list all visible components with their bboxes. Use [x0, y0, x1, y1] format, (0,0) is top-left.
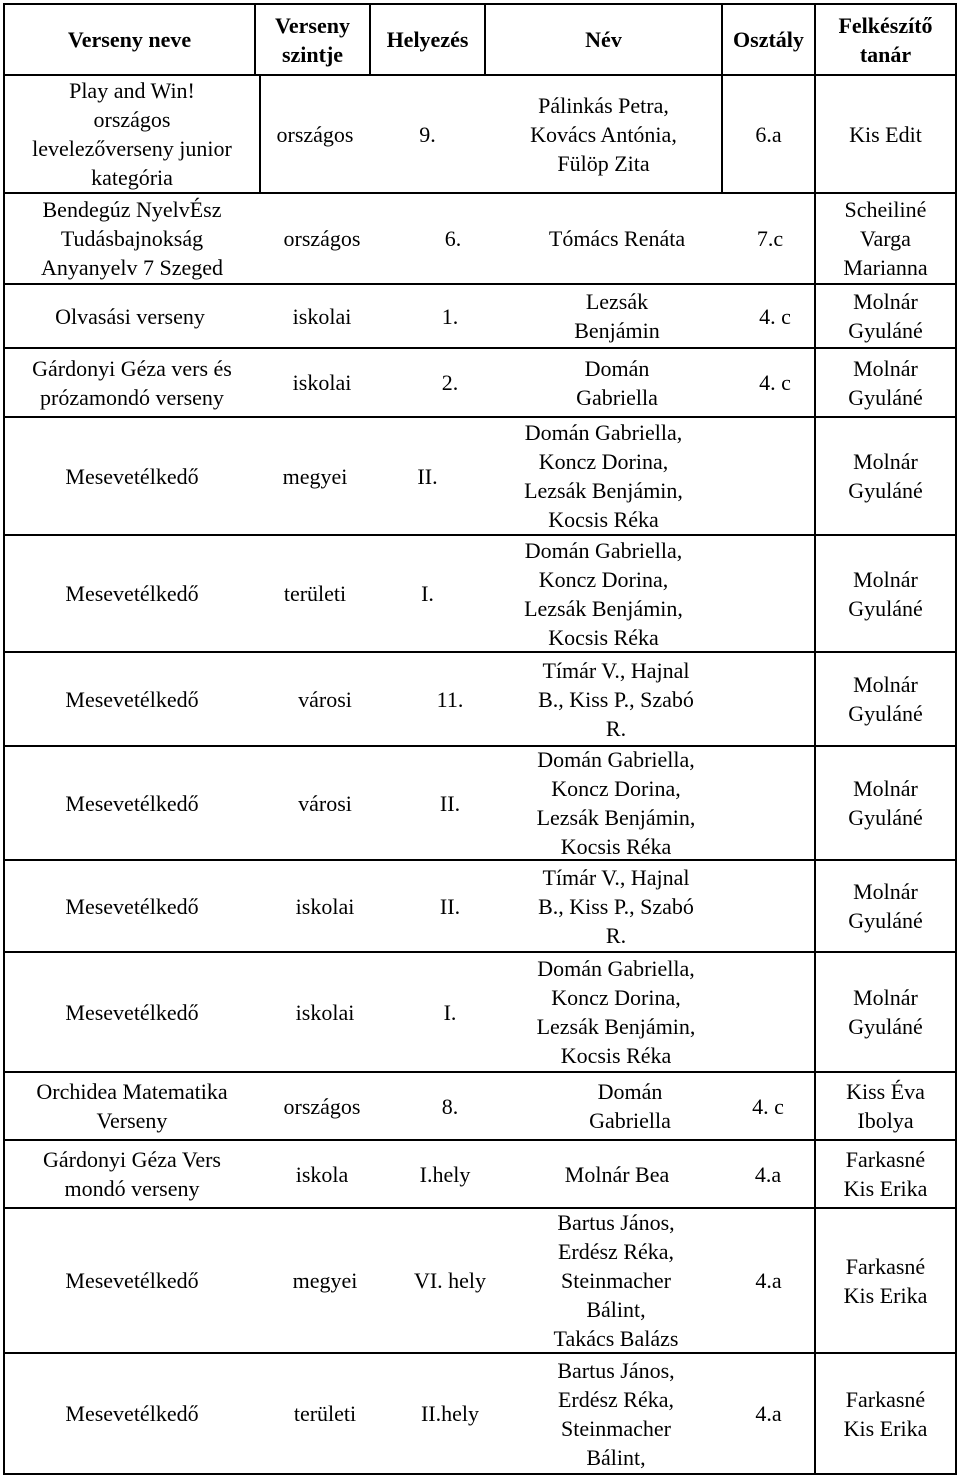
table-cell-class: 4.a — [754, 1161, 782, 1187]
table-cell-student-names: Bartus János, Erdész Réka, Steinmacher Bálint, Takács Balázs — [553, 1210, 679, 1351]
table-border-horizontal — [3, 1473, 957, 1475]
table-border-vertical — [814, 4, 816, 75]
table-cell-placement: I. — [421, 581, 434, 606]
table-border-horizontal — [3, 283, 957, 285]
table-border-vertical — [955, 1208, 957, 1353]
table-cell-student-names: Bartus János, Erdész Réka, Steinmacher Bálint, — [557, 1357, 675, 1470]
table-border-vertical — [955, 75, 957, 193]
table-cell-teacher: Scheiliné Varga Marianna — [843, 197, 928, 280]
table-border-vertical — [814, 860, 816, 952]
header-competition-level: Verseny szintje — [275, 12, 350, 67]
table-cell-competition-name: Mesevetélkedő — [65, 686, 199, 712]
table-border-horizontal — [3, 651, 957, 653]
table-cell-teacher: Farkasné Kis Erika — [843, 1253, 928, 1308]
table-cell-student-names: Domán Gabriella — [576, 355, 658, 410]
table-cell-placement: II. — [439, 893, 461, 919]
table-cell-teacher: Kis Edit — [849, 121, 922, 147]
table-border-horizontal — [3, 745, 957, 747]
table-border-vertical — [814, 1353, 816, 1474]
table-border-vertical — [369, 4, 371, 75]
table-cell-competition-level: országos — [283, 226, 361, 251]
table-border-vertical — [3, 4, 5, 75]
table-cell-teacher: Molnár Gyuláné — [848, 289, 923, 343]
table-cell-student-names: Lezsák Benjámin — [574, 289, 660, 343]
table-cell-competition-name: Olvasási verseny — [55, 303, 205, 329]
table-cell-competition-level: országos — [283, 1093, 361, 1119]
table-border-vertical — [955, 284, 957, 348]
table-cell-placement: 6. — [444, 226, 462, 251]
table-border-vertical — [3, 1072, 5, 1140]
table-border-vertical — [955, 1353, 957, 1474]
table-border-vertical — [814, 1208, 816, 1353]
table-cell-class: 4. c — [759, 370, 791, 395]
table-cell-competition-name: Mesevetélkedő — [65, 463, 199, 489]
table-border-vertical — [955, 1072, 957, 1140]
table-cell-competition-level: városi — [298, 686, 352, 712]
table-border-horizontal — [3, 1352, 957, 1354]
table-cell-placement: VI. hely — [413, 1268, 487, 1293]
table-cell-class: 4. c — [752, 1093, 784, 1119]
table-cell-competition-level: iskolai — [295, 893, 355, 919]
table-border-vertical — [955, 952, 957, 1072]
table-cell-competition-level: iskola — [295, 1161, 349, 1187]
table-cell-placement: II. — [439, 790, 461, 816]
table-border-vertical — [955, 193, 957, 284]
table-cell-competition-level: országos — [276, 121, 354, 147]
table-cell-competition-name: Gárdonyi Géza Vers mondó verseny — [43, 1147, 221, 1201]
table-border-vertical — [721, 75, 723, 193]
table-cell-competition-name: Mesevetélkedő — [65, 893, 199, 919]
table-cell-placement: I.hely — [419, 1161, 471, 1187]
table-border-vertical — [814, 284, 816, 348]
table-cell-teacher: Molnár Gyuláné — [848, 985, 923, 1039]
table-cell-competition-level: iskolai — [292, 303, 352, 329]
table-cell-class: 4.a — [755, 1401, 782, 1426]
table-cell-competition-name: Gárdonyi Géza vers és prózamondó verseny — [32, 355, 232, 410]
table-cell-student-names: Tímár V., Hajnal B., Kiss P., Szabó R. — [538, 864, 694, 948]
table-cell-competition-name: Mesevetélkedő — [65, 581, 199, 606]
table-cell-placement: I. — [443, 999, 457, 1025]
table-cell-placement: 2. — [441, 370, 459, 395]
table-cell-placement: 8. — [441, 1093, 459, 1119]
table-border-vertical — [259, 75, 261, 193]
table-border-vertical — [3, 348, 5, 417]
header-teacher: Felkészítő tanár — [838, 12, 933, 67]
table-cell-competition-name: Mesevetélkedő — [65, 1401, 199, 1426]
table-border-horizontal — [3, 1071, 957, 1073]
table-border-vertical — [955, 535, 957, 652]
header-competition-name: Verseny neve — [67, 27, 192, 52]
table-border-vertical — [814, 193, 816, 284]
table-border-horizontal — [3, 951, 957, 953]
table-cell-student-names: Pálinkás Petra, Kovács Antónia, Fülöp Zita — [530, 92, 677, 176]
table-cell-class: 6.a — [755, 121, 782, 147]
table-cell-placement: 11. — [436, 686, 464, 712]
table-border-horizontal — [3, 74, 957, 76]
table-border-vertical — [955, 1140, 957, 1208]
table-cell-student-names: Domán Gabriella — [589, 1079, 671, 1133]
table-border-vertical — [955, 746, 957, 860]
table-border-vertical — [955, 417, 957, 535]
table-border-vertical — [955, 860, 957, 952]
table-cell-teacher: Kiss Éva Ibolya — [846, 1079, 925, 1133]
table-border-vertical — [3, 1208, 5, 1353]
table-border-horizontal — [3, 416, 957, 418]
table-border-vertical — [814, 952, 816, 1072]
table-cell-competition-level: területi — [283, 581, 347, 606]
table-cell-competition-name: Bendegúz NyelvÉsz Tudásbajnokság Anyanyelv 7 Szeged — [40, 197, 224, 280]
table-border-vertical — [814, 417, 816, 535]
table-border-vertical — [3, 1353, 5, 1474]
table-border-vertical — [3, 1140, 5, 1208]
table-cell-placement: 1. — [441, 303, 459, 329]
table-border-vertical — [814, 348, 816, 417]
table-cell-student-names: Tómács Renáta — [548, 226, 686, 251]
table-border-vertical — [484, 4, 486, 75]
table-cell-competition-level: megyei — [292, 1268, 358, 1293]
table-cell-teacher: Molnár Gyuláné — [848, 879, 923, 933]
table-cell-competition-level: iskolai — [292, 370, 352, 395]
table-cell-student-names: Tímár V., Hajnal B., Kiss P., Szabó R. — [538, 657, 694, 741]
header-class: Osztály — [733, 27, 804, 52]
table-cell-teacher: Farkasné Kis Erika — [843, 1386, 928, 1441]
table-cell-teacher: Molnár Gyuláné — [848, 776, 923, 830]
table-cell-competition-name: Mesevetélkedő — [65, 1268, 199, 1293]
table-border-vertical — [3, 746, 5, 860]
table-border-vertical — [955, 652, 957, 746]
table-cell-student-names: Domán Gabriella, Koncz Dorina, Lezsák Benjámin, Kocsis Réka — [524, 537, 683, 650]
table-border-vertical — [3, 952, 5, 1072]
table-border-vertical — [721, 4, 723, 75]
table-cell-student-names: Domán Gabriella, Koncz Dorina, Lezsák Benjámin, Kocsis Réka — [536, 747, 696, 859]
table-border-vertical — [3, 860, 5, 952]
table-border-horizontal — [3, 192, 957, 194]
table-cell-teacher: Molnár Gyuláné — [848, 672, 923, 726]
table-cell-teacher: Molnár Gyuláné — [848, 566, 923, 621]
table-border-vertical — [955, 4, 957, 75]
table-cell-competition-level: városi — [298, 790, 352, 816]
table-border-horizontal — [3, 347, 957, 349]
table-border-horizontal — [3, 1139, 957, 1141]
table-border-vertical — [814, 535, 816, 652]
table-cell-teacher: Farkasné Kis Erika — [843, 1147, 928, 1201]
table-border-vertical — [3, 417, 5, 535]
table-cell-class: 4. c — [759, 303, 791, 329]
table-cell-teacher: Molnár Gyuláné — [848, 355, 923, 410]
table-cell-student-names: Domán Gabriella, Koncz Dorina, Lezsák Benjámin, Kocsis Réka — [536, 956, 696, 1068]
table-border-vertical — [3, 652, 5, 746]
table-border-vertical — [3, 75, 5, 193]
table-border-horizontal — [3, 534, 957, 536]
table-cell-class: 7.c — [756, 226, 784, 251]
table-border-vertical — [955, 348, 957, 417]
table-cell-competition-name: Play and Win! országos levelezőverseny junior kategória — [32, 78, 232, 190]
table-cell-competition-level: iskolai — [295, 999, 355, 1025]
table-cell-competition-name: Orchidea Matematika Verseny — [36, 1079, 228, 1133]
table-border-horizontal — [3, 859, 957, 861]
table-border-vertical — [814, 1072, 816, 1140]
table-cell-competition-name: Mesevetélkedő — [65, 790, 199, 816]
table-border-vertical — [3, 284, 5, 348]
table-border-vertical — [254, 4, 256, 75]
table-border-horizontal — [3, 1207, 957, 1209]
table-cell-student-names: Domán Gabriella, Koncz Dorina, Lezsák Benjámin, Kocsis Réka — [524, 420, 683, 532]
table-border-vertical — [3, 193, 5, 284]
table-cell-class: 4.a — [755, 1268, 782, 1293]
header-placement: Helyezés — [386, 27, 469, 52]
table-border-vertical — [814, 746, 816, 860]
table-cell-competition-level: megyei — [282, 463, 348, 489]
table-cell-competition-name: Mesevetélkedő — [65, 999, 199, 1025]
table-cell-teacher: Molnár Gyuláné — [848, 449, 923, 503]
table-cell-placement: II. — [417, 463, 438, 489]
table-cell-placement: 9. — [419, 121, 436, 147]
table-border-vertical — [814, 75, 816, 193]
table-cell-placement: II.hely — [420, 1401, 480, 1426]
table-border-vertical — [814, 652, 816, 746]
table-border-horizontal — [3, 3, 957, 5]
table-border-vertical — [3, 535, 5, 652]
header-name: Név — [585, 27, 622, 52]
table-border-vertical — [814, 1140, 816, 1208]
table-cell-student-names: Molnár Bea — [564, 1161, 670, 1187]
table-cell-competition-level: területi — [293, 1401, 357, 1426]
